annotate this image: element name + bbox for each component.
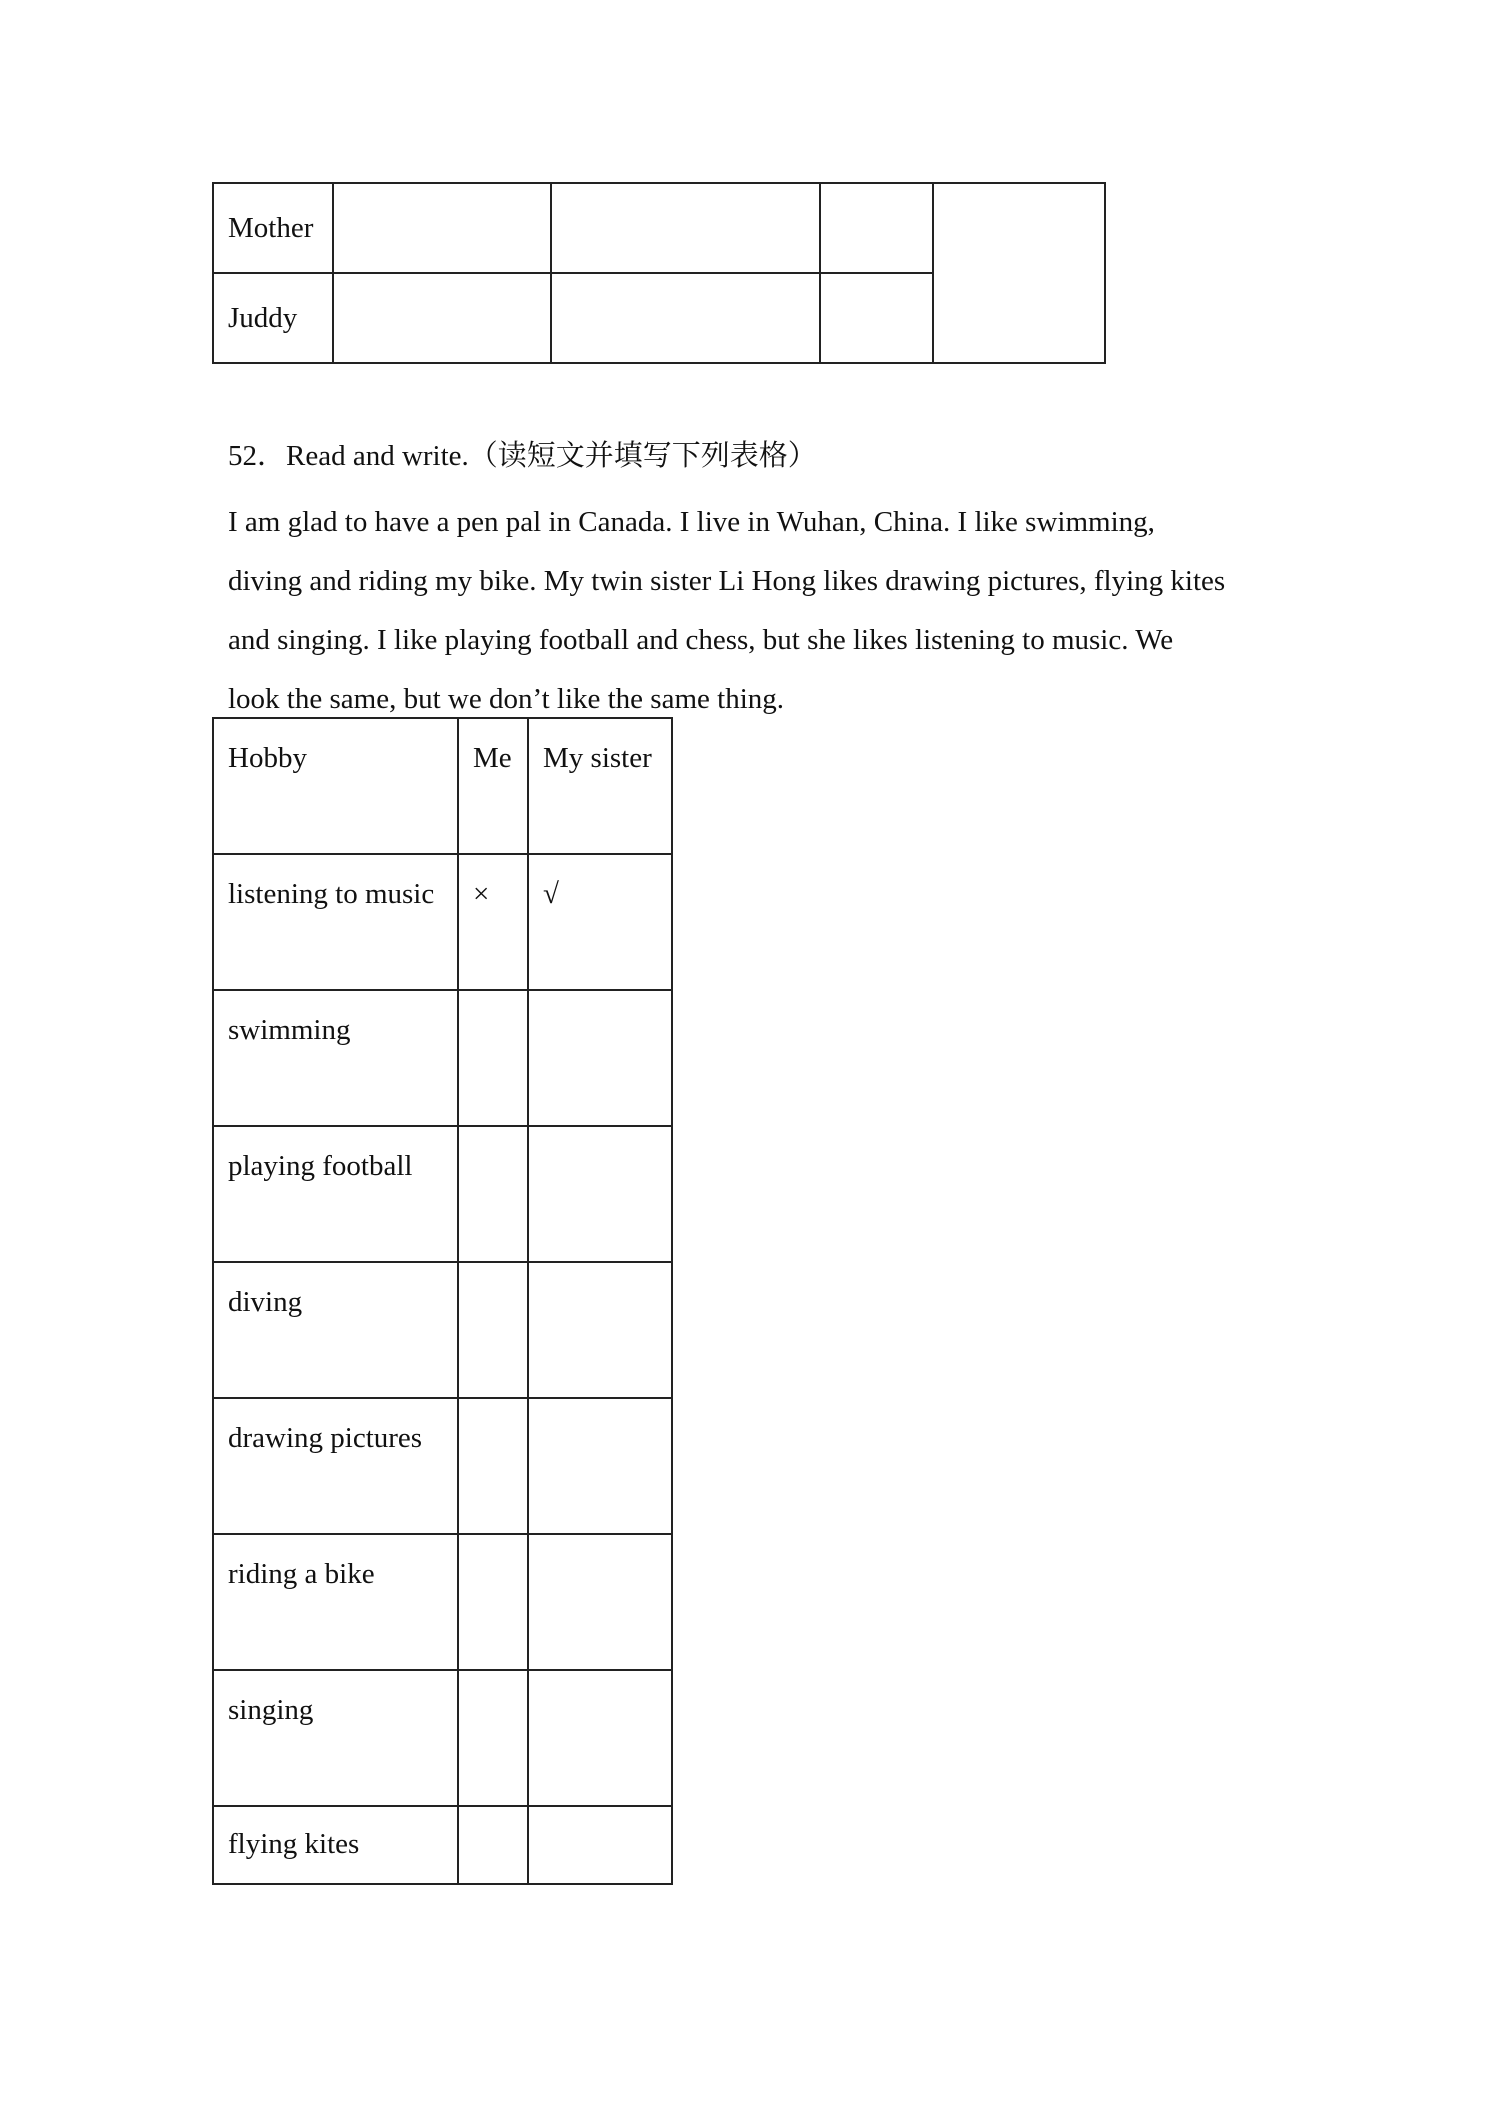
answer-cell[interactable] <box>551 273 820 363</box>
sister-mark-cell[interactable] <box>528 1398 672 1534</box>
row-label-juddy: Juddy <box>213 273 333 363</box>
hobby-label: singing <box>213 1670 458 1806</box>
hobby-label: riding a bike <box>213 1534 458 1670</box>
table-header-row <box>213 718 672 854</box>
table-row <box>213 1398 672 1534</box>
hobby-label: playing football <box>213 1126 458 1262</box>
answer-cell[interactable] <box>551 183 820 273</box>
passage-line: diving and riding my bike. My twin sister Li Hong likes drawing pictures, flying kites <box>228 565 1226 597</box>
sister-mark-cell[interactable] <box>528 1534 672 1670</box>
me-mark-cell[interactable] <box>458 1398 528 1534</box>
header-my-sister: My sister <box>528 718 672 854</box>
sister-mark-cell[interactable] <box>528 990 672 1126</box>
table-row <box>213 183 1105 273</box>
me-mark-cell[interactable] <box>458 990 528 1126</box>
merged-answer-cell[interactable] <box>933 183 1105 363</box>
me-mark-cell[interactable] <box>458 1126 528 1262</box>
table-row <box>213 1262 672 1398</box>
me-mark-cell[interactable] <box>458 1534 528 1670</box>
me-mark-cell[interactable]: × <box>458 854 528 990</box>
table-row <box>213 1534 672 1670</box>
sister-mark-cell[interactable] <box>528 1126 672 1262</box>
table-row <box>213 1670 672 1806</box>
answer-cell[interactable] <box>820 273 933 363</box>
hobby-label: swimming <box>213 990 458 1126</box>
hobby-label: diving <box>213 1262 458 1398</box>
table-row <box>213 854 672 990</box>
passage-line: I am glad to have a pen pal in Canada. I live in Wuhan, China. I like swimming, <box>228 506 1155 538</box>
sister-mark-cell[interactable] <box>528 1806 672 1884</box>
sister-mark-cell[interactable]: √ <box>528 854 672 990</box>
table-row <box>213 1126 672 1262</box>
hobby-label: listening to music <box>213 854 458 990</box>
me-mark-cell[interactable] <box>458 1262 528 1398</box>
sister-mark-cell[interactable] <box>528 1670 672 1806</box>
answer-cell[interactable] <box>333 273 551 363</box>
passage-line: and singing. I like playing football and chess, but she likes listening to music. We <box>228 624 1174 656</box>
reading-passage <box>228 493 1288 729</box>
header-me: Me <box>458 718 528 854</box>
me-mark-cell[interactable] <box>458 1806 528 1884</box>
hobby-label: drawing pictures <box>213 1398 458 1534</box>
sister-mark-cell[interactable] <box>528 1262 672 1398</box>
hobby-label: flying kites <box>213 1806 458 1884</box>
header-hobby: Hobby <box>213 718 458 854</box>
answer-cell[interactable] <box>820 183 933 273</box>
table-row <box>213 1806 672 1884</box>
question-title: 52．Read and write.（读短文并填写下列表格） <box>228 440 817 472</box>
me-mark-cell[interactable] <box>458 1670 528 1806</box>
answer-cell[interactable] <box>333 183 551 273</box>
passage-line: look the same, but we don’t like the same thing. <box>228 683 784 715</box>
table-row <box>213 990 672 1126</box>
hobby-table <box>212 717 673 1885</box>
family-hobby-table <box>212 182 1106 364</box>
row-label-mother: Mother <box>213 183 333 273</box>
